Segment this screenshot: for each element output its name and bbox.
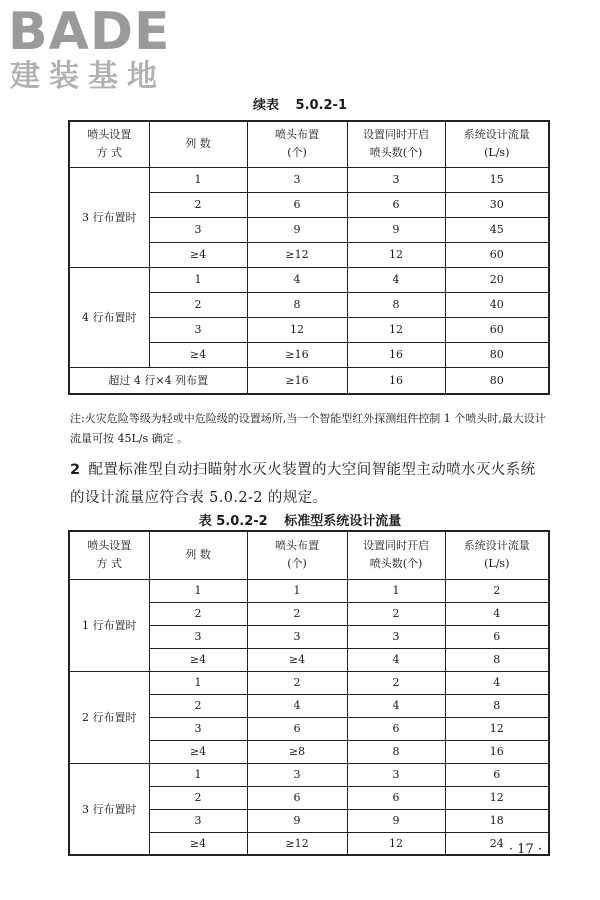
clause-number: 2 — [70, 462, 81, 478]
cell-simul: 12 — [347, 317, 445, 342]
cell-cols: 3 — [149, 317, 247, 342]
table-5-0-2-2 — [68, 530, 550, 856]
clause-text: 配置标准型自动扫瞄射水灭火装置的大空间智能型主动喷水灭火系统的设计流量应符合表 5.0.2-2 的规定。 — [70, 462, 536, 506]
table2-caption — [0, 510, 600, 529]
cell-layout: 4 — [247, 694, 347, 717]
cell-simul: 9 — [347, 809, 445, 832]
table1-note: 注:火灾危险等级为轻或中危险级的设置场所,当一个智能型红外探测组件控制 1 个喷头时,最大设计流量可按 45L/s 确定 。 — [70, 412, 546, 445]
cell-layout: 2 — [247, 671, 347, 694]
cell-simul: 8 — [347, 740, 445, 763]
cell-cols: 1 — [149, 763, 247, 786]
cell-cols: 1 — [149, 167, 247, 192]
cell-cols: 2 — [149, 192, 247, 217]
cell-simul: 4 — [347, 267, 445, 292]
cell-layout: ≥8 — [247, 740, 347, 763]
cell-flow: 6 — [445, 763, 549, 786]
cell-layout: 8 — [247, 292, 347, 317]
table-row — [69, 671, 549, 694]
cell-layout: 3 — [247, 763, 347, 786]
cell-layout: 12 — [247, 317, 347, 342]
header-cell-layout: 喷头布置 (个) — [247, 531, 347, 579]
cell-simul: 12 — [347, 832, 445, 855]
cell-flow: 16 — [445, 740, 549, 763]
cell-simul: 6 — [347, 717, 445, 740]
cell-cols: 3 — [149, 217, 247, 242]
cell-flow: 12 — [445, 786, 549, 809]
table-row — [69, 167, 549, 192]
cell-layout: 6 — [247, 717, 347, 740]
group-mode-cell: 3 行布置时 — [69, 167, 149, 267]
cell-simul: 8 — [347, 292, 445, 317]
page-number: · 17 · — [508, 842, 542, 857]
cell-simul: 2 — [347, 602, 445, 625]
cell-cols: 3 — [149, 809, 247, 832]
group-mode-cell: 3 行布置时 — [69, 763, 149, 855]
header-cell-flow: 系统设计流量 (L/s) — [445, 121, 549, 167]
table-row — [69, 267, 549, 292]
cell-cols: 3 — [149, 625, 247, 648]
cell-simul: 6 — [347, 192, 445, 217]
cell-flow: 20 — [445, 267, 549, 292]
cell-layout: 6 — [247, 192, 347, 217]
cell-cols: 1 — [149, 267, 247, 292]
cell-cols: 1 — [149, 671, 247, 694]
cell-layout: ≥16 — [247, 367, 347, 394]
table-header-row — [69, 531, 549, 579]
cell-flow: 12 — [445, 717, 549, 740]
header-cell-simul: 设置同时开启 喷头数(个) — [347, 121, 445, 167]
cell-cols: ≥4 — [149, 648, 247, 671]
cell-simul: 3 — [347, 625, 445, 648]
header-cell-layout: 喷头布置 (个) — [247, 121, 347, 167]
cell-simul: 3 — [347, 167, 445, 192]
cell-flow: 6 — [445, 625, 549, 648]
cell-simul: 1 — [347, 579, 445, 602]
cell-simul: 6 — [347, 786, 445, 809]
cell-flow: 8 — [445, 648, 549, 671]
cell-flow: 24 — [445, 832, 549, 855]
cell-flow: 18 — [445, 809, 549, 832]
logo-wordmark: BADE — [8, 2, 171, 62]
cell-simul: 16 — [347, 342, 445, 367]
table-row-summary — [69, 367, 549, 394]
header-cell-mode: 喷头设置 方 式 — [69, 531, 149, 579]
header-cell-flow: 系统设计流量 (L/s) — [445, 531, 549, 579]
cell-simul: 12 — [347, 242, 445, 267]
group-mode-cell: 1 行布置时 — [69, 579, 149, 671]
cell-cols: 2 — [149, 694, 247, 717]
table-5-0-2-1 — [68, 120, 550, 395]
cell-flow: 8 — [445, 694, 549, 717]
cell-layout: 2 — [247, 602, 347, 625]
cell-flow: 60 — [445, 242, 549, 267]
cell-layout: 4 — [247, 267, 347, 292]
cell-layout: ≥16 — [247, 342, 347, 367]
cell-cols: ≥4 — [149, 242, 247, 267]
table1-caption-prefix: 续表 — [252, 98, 279, 113]
cell-flow: 2 — [445, 579, 549, 602]
brand-logo — [8, 4, 188, 104]
cell-cols: ≥4 — [149, 740, 247, 763]
group-mode-cell: 2 行布置时 — [69, 671, 149, 763]
cell-layout: ≥12 — [247, 242, 347, 267]
cell-flow: 80 — [445, 367, 549, 394]
cell-cols: 3 — [149, 717, 247, 740]
header-cell-mode: 喷头设置 方 式 — [69, 121, 149, 167]
cell-simul: 2 — [347, 671, 445, 694]
cell-flow: 60 — [445, 317, 549, 342]
cell-layout: 9 — [247, 217, 347, 242]
table-row — [69, 579, 549, 602]
cell-flow: 45 — [445, 217, 549, 242]
cell-cols: ≥4 — [149, 342, 247, 367]
table-row — [69, 763, 549, 786]
logo-subtitle: 建装基地 — [10, 59, 166, 94]
cell-layout: 3 — [247, 167, 347, 192]
cell-flow: 40 — [445, 292, 549, 317]
cell-flow: 80 — [445, 342, 549, 367]
cell-cols: 1 — [149, 579, 247, 602]
header-cell-simul: 设置同时开启 喷头数(个) — [347, 531, 445, 579]
cell-flow: 4 — [445, 602, 549, 625]
cell-layout: ≥12 — [247, 832, 347, 855]
cell-layout: 6 — [247, 786, 347, 809]
cell-layout: 1 — [247, 579, 347, 602]
table2-caption-prefix: 表 5.0.2-2 — [198, 514, 268, 529]
table1-caption — [0, 94, 600, 113]
cell-layout: 3 — [247, 625, 347, 648]
cell-flow: 15 — [445, 167, 549, 192]
summary-mode-cell: 超过 4 行×4 列布置 — [69, 367, 247, 394]
cell-simul: 4 — [347, 694, 445, 717]
cell-cols: 2 — [149, 292, 247, 317]
cell-cols: ≥4 — [149, 832, 247, 855]
cell-cols: 2 — [149, 602, 247, 625]
cell-simul: 4 — [347, 648, 445, 671]
cell-simul: 3 — [347, 763, 445, 786]
table1-caption-number: 5.0.2-1 — [295, 98, 347, 113]
header-cell-cols: 列 数 — [149, 121, 247, 167]
header-cell-cols: 列 数 — [149, 531, 247, 579]
clause-paragraph — [70, 456, 548, 512]
cell-flow: 30 — [445, 192, 549, 217]
cell-layout: 9 — [247, 809, 347, 832]
table2-caption-title: 标准型系统设计流量 — [284, 514, 402, 529]
cell-simul: 9 — [347, 217, 445, 242]
table-header-row — [69, 121, 549, 167]
cell-simul: 16 — [347, 367, 445, 394]
cell-layout: ≥4 — [247, 648, 347, 671]
group-mode-cell: 4 行布置时 — [69, 267, 149, 367]
cell-flow: 4 — [445, 671, 549, 694]
cell-cols: 2 — [149, 786, 247, 809]
